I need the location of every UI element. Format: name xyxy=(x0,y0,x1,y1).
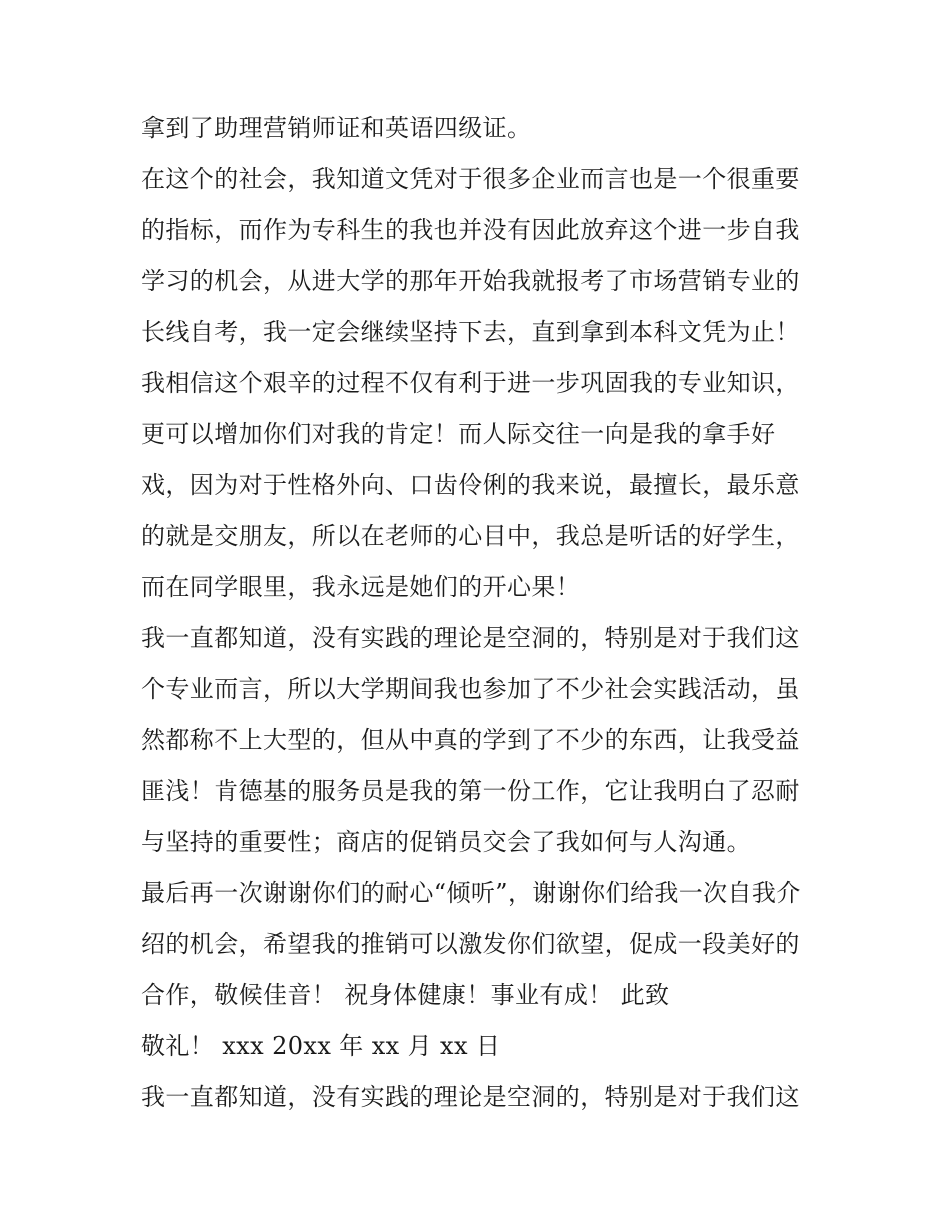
text-line: 绍的机会，希望我的推销可以激发你们欲望，促成一段美好的 xyxy=(141,930,800,958)
text-line: 合作，敬候佳音！ 祝身体健康！事业有成！ 此致 xyxy=(141,981,670,1009)
text-line: 最后再一次谢谢你们的耐心“倾听”，谢谢你们给我一次自我介 xyxy=(141,879,801,907)
text-line: 我一直都知道，没有实践的理论是空洞的，特别是对于我们这 xyxy=(141,1083,800,1111)
text-line: 戏，因为对于性格外向、口齿伶俐的我来说，最擅长，最乐意 xyxy=(141,471,800,499)
text-line: 的指标，而作为专科生的我也并没有因此放弃这个进一步自我 xyxy=(141,216,800,244)
text-line: 个专业而言，所以大学期间我也参加了不少社会实践活动，虽 xyxy=(141,675,800,703)
text-line: 而在同学眼里，我永远是她们的开心果！ xyxy=(141,573,581,601)
text-line: 在这个的社会，我知道文凭对于很多企业而言也是一个很重要 xyxy=(141,165,800,193)
signature-line: 敬礼！ xxx 20xx 年 xx 月 xx 日 xyxy=(141,1032,501,1060)
text-line: 更可以增加你们对我的肯定！而人际交往一向是我的拿手好 xyxy=(141,420,776,448)
text-line: 的就是交朋友，所以在老师的心目中，我总是听话的好学生， xyxy=(141,522,800,550)
text-line: 学习的机会，从进大学的那年开始我就报考了市场营销专业的 xyxy=(141,267,800,295)
text-line: 匪浅！肯德基的服务员是我的第一份工作，它让我明白了忍耐 xyxy=(141,777,800,805)
text-line: 然都称不上大型的，但从中真的学到了不少的东西，让我受益 xyxy=(141,726,800,754)
text-line: 与坚持的重要性；商店的促销员交会了我如何与人沟通。 xyxy=(141,828,751,856)
document-body xyxy=(141,103,821,1123)
text-line: 长线自考，我一定会继续坚持下去，直到拿到本科文凭为止！ xyxy=(141,318,800,346)
text-line: 我一直都知道，没有实践的理论是空洞的，特别是对于我们这 xyxy=(141,624,800,652)
text-line: 我相信这个艰辛的过程不仅有利于进一步巩固我的专业知识， xyxy=(141,369,800,397)
text-line: 拿到了助理营销师证和英语四级证。 xyxy=(141,114,532,142)
